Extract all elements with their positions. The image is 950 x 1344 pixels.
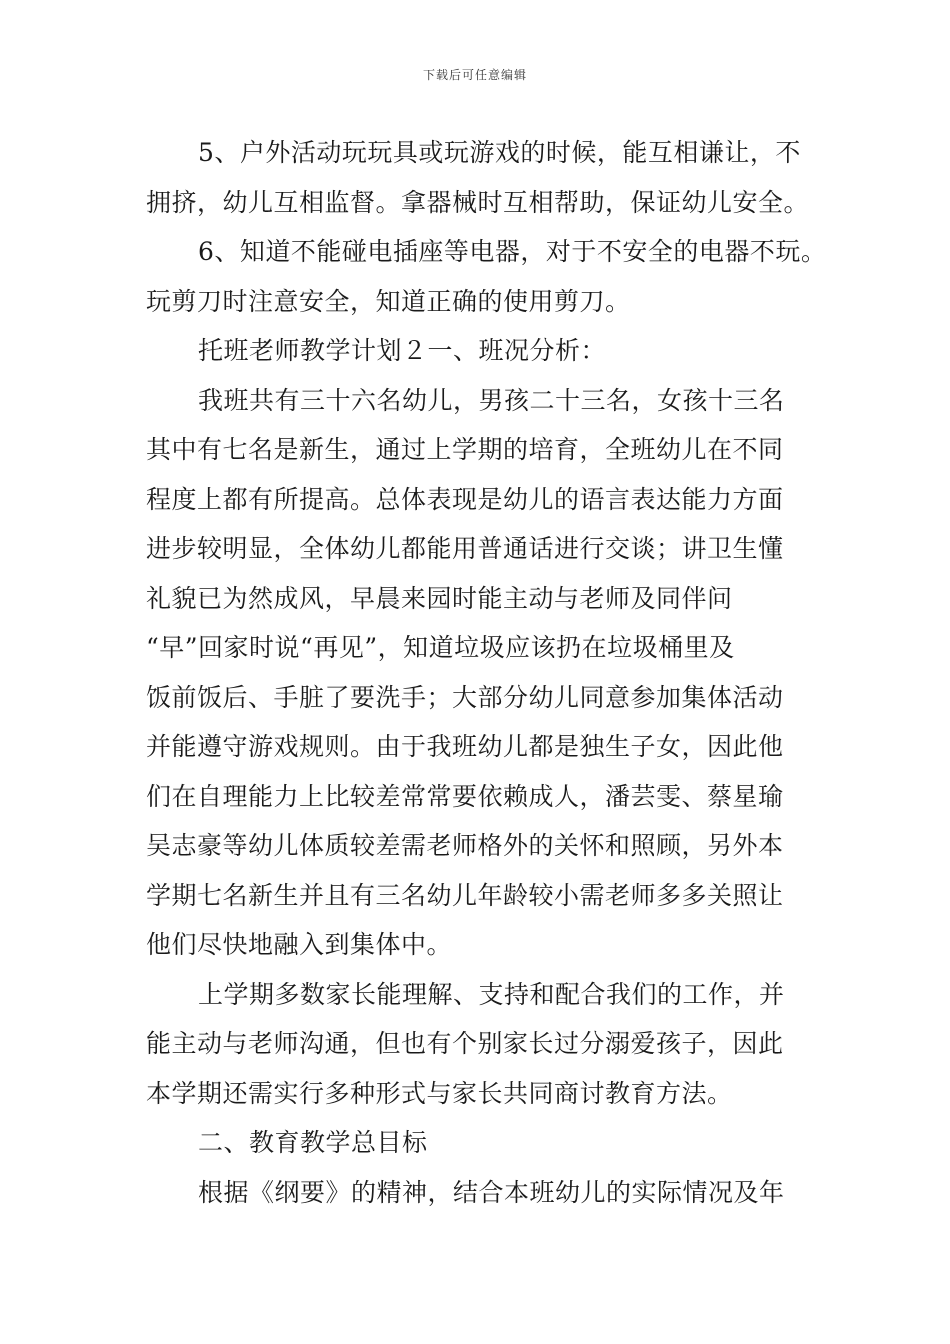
text-line: 们在自理能力上比较差常常要依赖成人，潘芸雯、蔡星瑜 [146,781,784,811]
text-line: 本学期还需实行多种形式与家长共同商讨教育方法。 [146,1078,733,1108]
document-body [146,128,827,1217]
text-line: “早”回家时说“再见”，知道垃圾应该扔在垃圾桶里及 [146,633,735,662]
text-line: 他们尽快地融入到集体中。 [146,930,453,959]
page-header-note: 下载后可任意编辑 [422,68,527,82]
text-line: 学期七名新生并且有三名幼儿年龄较小需老师多多关照让 [146,880,784,910]
text-line: 吴志豪等幼儿体质较差需老师格外的关怀和照顾，另外本 [146,831,784,860]
text-line: 6、知道不能碰电插座等电器，对于不安全的电器不玩。 [198,237,827,266]
text-line: 其中有七名是新生，通过上学期的培育，全班幼儿在不同 [146,435,784,464]
text-line: 上学期多数家长能理解、支持和配合我们的工作，并 [198,979,785,1009]
text-line: 程度上都有所提高。总体表现是幼儿的语言表达能力方面 [146,484,784,514]
text-line: 我班共有三十六名幼儿，男孩二十三名，女孩十三名 [198,385,785,415]
section-heading: 二、教育教学总目标 [198,1128,428,1157]
text-line: 拥挤，幼儿互相监督。拿器械时互相帮助，保证幼儿安全。 [146,187,810,217]
text-line: 根据《纲要》的精神，结合本班幼儿的实际情况及年 [198,1177,785,1207]
section-heading: 托班老师教学计划２一、班况分析： [198,336,607,365]
text-line: 玩剪刀时注意安全，知道正确的使用剪刀。 [146,286,631,316]
text-line: 并能遵守游戏规则。由于我班幼儿都是独生子女，因此他 [146,732,784,761]
text-line: 饭前饭后、手脏了要洗手；大部分幼儿同意参加集体活动 [146,682,784,712]
text-line: 进步较明显，全体幼儿都能用普通话进行交谈；讲卫生懂 [146,534,784,563]
text-line: 礼貌已为然成风，早晨来园时能主动与老师及同伴问 [146,583,733,613]
text-line: 5、户外活动玩玩具或玩游戏的时候，能互相谦让，不 [198,138,801,167]
text-line: 能主动与老师沟通，但也有个别家长过分溺爱孩子，因此 [146,1029,784,1058]
